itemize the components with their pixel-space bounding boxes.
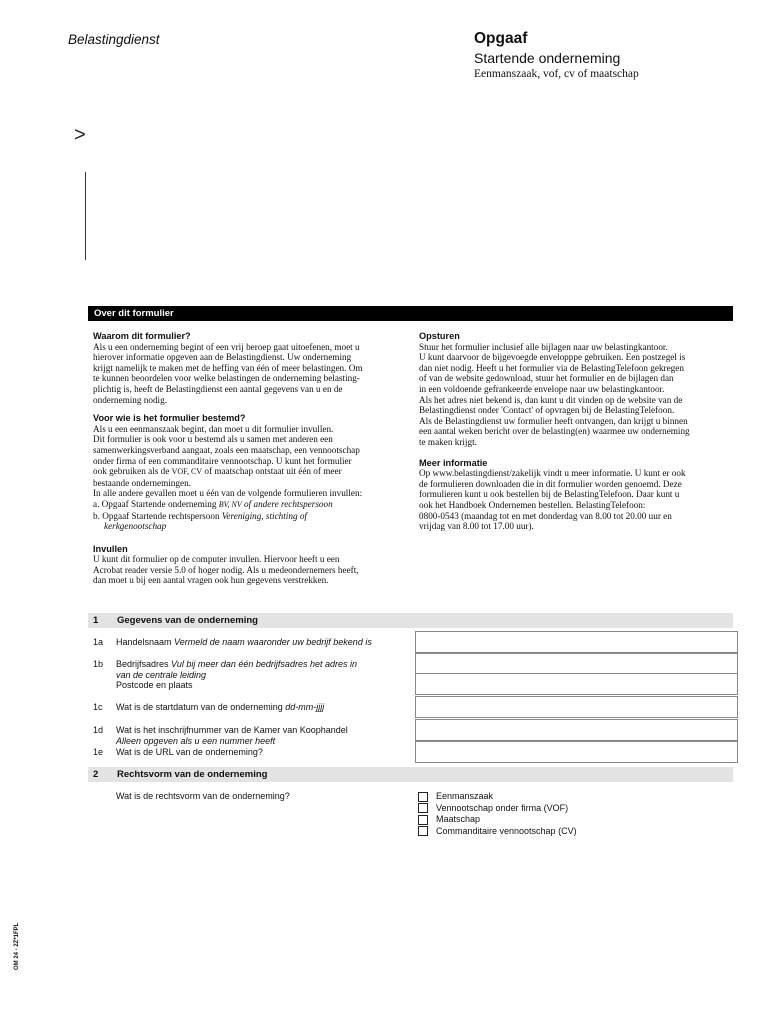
who-line-smallcaps: VOF, CV xyxy=(171,467,203,477)
send-line: Belastingdienst onder 'Contact' of opvragen bij de BelastingTelefoon. xyxy=(419,405,675,416)
who-line-part: of maatschap ontstaat uit één of meer xyxy=(202,466,342,477)
question-1b xyxy=(93,659,413,695)
fill-heading: Invullen xyxy=(93,543,128,554)
trade-name-field[interactable] xyxy=(415,631,738,653)
option-label: Eenmanszaak xyxy=(436,791,494,801)
question-number: 1d xyxy=(93,725,104,735)
question-text xyxy=(116,702,406,713)
who-line-part: ook gebruiken als de xyxy=(93,466,172,477)
who-option-a-text: a. Opgaaf Startende onderneming xyxy=(93,498,219,509)
why-line: hierover informatie opgeven aan de Belastingdienst. Uw onderneming xyxy=(93,352,352,363)
question-label: Handelsnaam xyxy=(116,637,175,647)
who-option-b-text: b. Opgaaf Startende rechtspersoon xyxy=(93,510,222,521)
question-number: 1b xyxy=(93,659,104,669)
who-line: Dit formulier is ook voor u bestemd als u samen met anderen een xyxy=(93,434,333,445)
send-line: dan niet nodig. Heeft u het formulier via de BelastingTelefoon gekregen xyxy=(419,362,684,373)
fill-line: U kunt dit formulier op de computer invullen. Hiervoor heeft u een xyxy=(93,554,340,565)
section-1-bar xyxy=(88,613,733,628)
question-hint: Alleen opgeven als u een nummer heeft xyxy=(116,735,276,746)
question-1c xyxy=(93,702,413,714)
start-date-field[interactable] xyxy=(415,696,738,718)
question-label: Bedrijfsadres xyxy=(116,659,172,669)
more-info-line: formulieren kunt u ook bestellen bij de BelastingTelefoon. Daar kunt u xyxy=(419,489,680,500)
question-hint: Vermeld de naam waaronder uw bedrijf bekend is xyxy=(174,637,372,647)
option-cv[interactable] xyxy=(418,826,577,838)
option-eenmanszaak[interactable] xyxy=(418,791,577,803)
who-line: bestaande ondernemingen. xyxy=(93,477,191,488)
why-line: onderneming nodig. xyxy=(93,394,167,405)
send-line: Als de Belastingdienst uw formulier heeft ontvangen, dan krijgt u binnen xyxy=(419,415,688,426)
who-option-a xyxy=(93,499,411,511)
who-option-b xyxy=(93,511,411,522)
about-right-column xyxy=(419,331,734,540)
more-info-line: de formulieren downloaden die in dit formulier worden genoemd. Deze xyxy=(419,478,682,489)
send-line: Stuur het formulier inclusief alle bijlagen naar uw belastingkantoor. xyxy=(419,341,668,352)
question-1a xyxy=(93,637,413,649)
why-line: plichtig is, heeft de Belastingdienst een aantal gegevens van u en de xyxy=(93,383,343,394)
question-1d xyxy=(93,725,413,747)
send-line: in een voldoende gefrankeerde envelope naar uw belastingkantoor. xyxy=(419,383,665,394)
checkbox[interactable] xyxy=(418,792,428,802)
who-option-b-italic: Vereniging, stichting of xyxy=(221,510,307,521)
question-label: Wat is de startdatum van de onderneming xyxy=(116,702,286,712)
form-code: OM 24 - 2Z*1FPL xyxy=(14,922,20,970)
option-label: Maatschap xyxy=(436,814,481,824)
option-maatschap[interactable] xyxy=(418,814,577,826)
about-left-column xyxy=(93,331,411,594)
about-section-bar xyxy=(88,306,733,321)
form-subtitle: Startende onderneming xyxy=(474,50,621,66)
more-info-heading: Meer informatie xyxy=(419,457,488,468)
option-label: Commanditaire vennootschap (CV) xyxy=(436,825,577,836)
about-section-title: Over dit formulier xyxy=(94,308,174,319)
who-line: samenwerkingsverband aangaat, zoals een maatschap, een vennootschap xyxy=(93,444,360,455)
send-line: of van de website gedownload, stuur het formulier en de bijlagen dan xyxy=(419,373,674,384)
question-1e xyxy=(93,747,413,759)
more-info-line: Op www.belastingdienst/zakelijk vindt u meer informatie. U kunt er ook xyxy=(419,468,686,479)
question-hint: dd-mm-jjjj xyxy=(285,702,325,712)
why-line: Als u een onderneming begint of een vrij beroep gaat uitoefenen, moet u xyxy=(93,341,360,352)
business-address-field[interactable] xyxy=(415,653,738,675)
checkbox[interactable] xyxy=(418,815,428,825)
option-label: Vennootschap onder firma (VOF) xyxy=(436,802,569,813)
question-hint-2: van de centrale leiding xyxy=(116,669,207,680)
checkbox[interactable] xyxy=(418,826,428,836)
fill-line: Acrobat reader versie 5.0 of hoger nodig. Als u medeondernemers heeft, xyxy=(93,564,359,575)
why-line: te kunnen beoordelen voor welke belastingen de onderneming belasting- xyxy=(93,373,360,384)
checkbox[interactable] xyxy=(418,803,428,813)
option-vof[interactable] xyxy=(418,803,577,815)
who-option-b-italic-2: kerkgenootschap xyxy=(104,521,167,532)
who-option-a-italic: of andere rechtspersoon xyxy=(241,498,333,509)
question-number: 1a xyxy=(93,637,104,647)
more-info-line: vrijdag van 8.00 tot 17.00 uur). xyxy=(419,521,534,532)
who-option-b-cont xyxy=(93,521,411,532)
postcode-city-field[interactable] xyxy=(415,673,738,695)
why-heading: Waarom dit formulier? xyxy=(93,331,191,341)
question-label: Wat is het inschrijfnummer van de Kamer van Koophandel xyxy=(116,725,348,735)
section-2-bar xyxy=(88,767,733,782)
send-line: een aantal weken bericht over de belasting(en) waarmee uw onderneming xyxy=(419,426,690,437)
kvk-number-field[interactable] xyxy=(415,719,738,741)
who-heading: Voor wie is het formulier bestemd? xyxy=(93,413,246,424)
more-info-line: 0800-0543 (maandag tot en met donderdag van 8.00 tot 20.00 uur en xyxy=(419,510,672,521)
question-text xyxy=(116,725,406,746)
legal-form-question: Wat is de rechtsvorm van de onderneming? xyxy=(116,791,290,801)
section-1-title: Gegevens van de onderneming xyxy=(117,615,258,626)
who-option-a-smallcaps: BV, NV xyxy=(218,499,242,509)
why-line: krijgt namelijk te maken met de heffing van één of meer belastingen. Om xyxy=(93,362,363,373)
who-line xyxy=(93,466,411,478)
question-text xyxy=(116,637,406,648)
section-2-number: 2 xyxy=(93,769,99,780)
section-1-number: 1 xyxy=(93,615,99,626)
who-line: onder firma of een commanditaire vennootschap. U kunt het formulier xyxy=(93,455,352,466)
question-number: 1c xyxy=(93,702,103,712)
question-hint: Vul bij meer dan één bedrijfsadres het adres in xyxy=(171,659,357,669)
form-subtitle-types: Eenmanszaak, vof, cv of maatschap xyxy=(474,68,639,80)
brand-name: Belastingdienst xyxy=(68,32,160,47)
margin-divider xyxy=(85,172,86,260)
send-heading: Opsturen xyxy=(419,331,460,341)
chevron-right-icon: > xyxy=(74,124,86,146)
url-field[interactable] xyxy=(415,741,738,763)
question-text xyxy=(116,659,406,691)
section-2-title: Rechtsvorm van de onderneming xyxy=(117,769,268,780)
form-title: Opgaaf xyxy=(474,30,528,47)
send-line: te maken krijgt. xyxy=(419,436,477,447)
question-text: Wat is de URL van de onderneming? xyxy=(116,747,263,757)
send-line: U kunt daarvoor de bijgevoegde envelopppe gebruiken. Een postzegel is xyxy=(419,352,686,363)
legal-form-options xyxy=(418,791,577,837)
more-info-line: ook het Handboek Ondernemen bestellen. BelastingTelefoon: xyxy=(419,499,646,510)
fill-line: dan moet u bij een aantal vragen ook hun gegevens verstrekken. xyxy=(93,575,329,586)
question-label-2: Postcode en plaats xyxy=(116,680,193,690)
who-line: In alle andere gevallen moet u één van de volgende formulieren invullen: xyxy=(93,488,363,499)
send-line: Als het adres niet bekend is, dan kunt u dit vinden op de website van de xyxy=(419,394,683,405)
question-number: 1e xyxy=(93,747,104,757)
who-line: Als u een eenmanszaak begint, dan moet u dit formulier invullen. xyxy=(93,423,334,434)
